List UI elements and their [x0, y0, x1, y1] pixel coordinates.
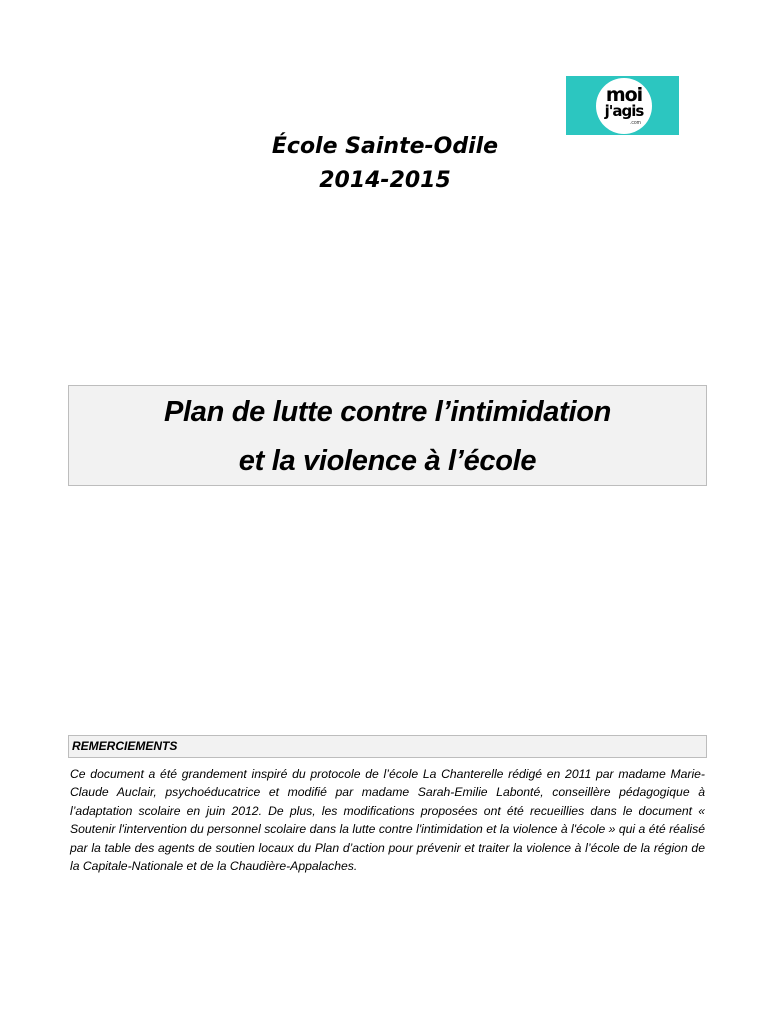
moi-jagis-logo [566, 76, 679, 135]
logo-circle [596, 78, 652, 134]
logo-text-jagis: j'agis [604, 102, 644, 120]
document-title-line-2: et la violence à l’école [238, 445, 537, 477]
school-year: 2014-2015 [319, 168, 451, 193]
logo-text-com: .com [630, 120, 641, 126]
document-title-box [68, 385, 707, 486]
logo-text-moi: moi [605, 84, 643, 106]
acknowledgements-heading: REMERCIEMENTS [72, 739, 178, 753]
school-name: École Sainte-Odile [271, 134, 499, 159]
document-title-line-1: Plan de lutte contre l’intimidation [163, 396, 612, 428]
acknowledgements-text: Ce document a été grandement inspiré du protocole de l’école La Chanterelle rédigé en 2011 par madame Marie-Claude Auclair, psychoéducatrice et modifié par madame Sarah-Emilie Labonté, conseillère pédagogique à l’adaptation scolaire en juin 2012. De plus, les modifications proposées ont été recueillies dans le document « Soutenir l'intervention du personnel scolaire dans la lutte contre l'intimidation et la violence à l'école » qui a été réalisé par la table des agents de soutien locaux du Plan d’action pour prévenir et traiter la violence à l’école de la région de la Capitale-Nationale et de la Chaudière-Appalaches. [70, 767, 705, 874]
acknowledgements-heading-bar [68, 735, 707, 758]
